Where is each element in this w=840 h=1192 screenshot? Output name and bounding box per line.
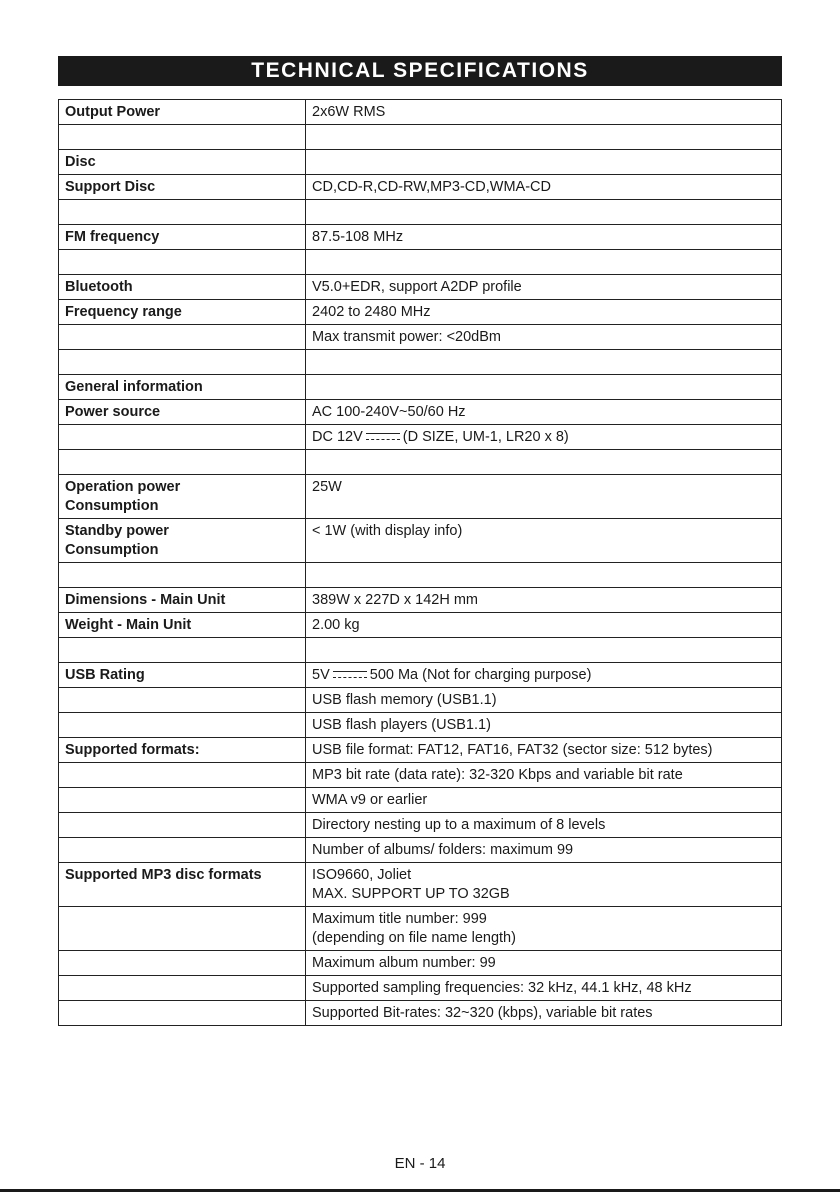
spec-row — [59, 951, 782, 976]
spec-value — [306, 663, 782, 688]
spec-value: Max transmit power: <20dBm — [306, 325, 782, 350]
spec-label: Operation power Consumption — [59, 475, 306, 519]
spec-label: USB Rating — [59, 663, 306, 688]
spec-row — [59, 738, 782, 763]
spec-row — [59, 100, 782, 125]
spec-label — [59, 250, 306, 275]
spec-value: Number of albums/ folders: maximum 99 — [306, 838, 782, 863]
spec-value — [306, 200, 782, 225]
spec-label — [59, 907, 306, 951]
spec-row — [59, 813, 782, 838]
spec-value: 2402 to 2480 MHz — [306, 300, 782, 325]
spec-row — [59, 125, 782, 150]
spec-label: General information — [59, 375, 306, 400]
spec-row — [59, 638, 782, 663]
spec-label: FM frequency — [59, 225, 306, 250]
spec-label: Standby power Consumption — [59, 519, 306, 563]
spec-label: Supported MP3 disc formats — [59, 863, 306, 907]
spec-value: < 1W (with display info) — [306, 519, 782, 563]
spec-label: Bluetooth — [59, 275, 306, 300]
spec-row — [59, 425, 782, 450]
spec-value: USB file format: FAT12, FAT16, FAT32 (sector size: 512 bytes) — [306, 738, 782, 763]
spec-value-text-after: 500 Ma (Not for charging purpose) — [369, 667, 592, 683]
spec-value-text: 5V — [312, 667, 330, 683]
spec-row — [59, 375, 782, 400]
spec-row — [59, 150, 782, 175]
spec-row — [59, 863, 782, 907]
spec-row — [59, 1001, 782, 1026]
spec-table-body — [59, 100, 782, 1026]
spec-value — [306, 425, 782, 450]
spec-row — [59, 225, 782, 250]
spec-value: 389W x 227D x 142H mm — [306, 588, 782, 613]
spec-label: Weight - Main Unit — [59, 613, 306, 638]
spec-label — [59, 200, 306, 225]
spec-label — [59, 788, 306, 813]
spec-row — [59, 519, 782, 563]
spec-value: Maximum album number: 99 — [306, 951, 782, 976]
spec-value: 2x6W RMS — [306, 100, 782, 125]
spec-label: Supported formats: — [59, 738, 306, 763]
spec-row — [59, 563, 782, 588]
spec-row — [59, 763, 782, 788]
spec-row — [59, 200, 782, 225]
spec-row — [59, 688, 782, 713]
spec-label — [59, 813, 306, 838]
spec-row — [59, 400, 782, 425]
spec-label: Power source — [59, 400, 306, 425]
spec-value — [306, 450, 782, 475]
spec-value: Supported Bit-rates: 32~320 (kbps), variable bit rates — [306, 1001, 782, 1026]
spec-label — [59, 688, 306, 713]
spec-label — [59, 563, 306, 588]
spec-row — [59, 976, 782, 1001]
spec-label — [59, 976, 306, 1001]
spec-label — [59, 763, 306, 788]
spec-value — [306, 375, 782, 400]
spec-value — [306, 250, 782, 275]
spec-value — [306, 350, 782, 375]
spec-value: AC 100-240V~50/60 Hz — [306, 400, 782, 425]
spec-label — [59, 951, 306, 976]
page-title: TECHNICAL SPECIFICATIONS — [58, 56, 782, 86]
spec-row — [59, 175, 782, 200]
spec-row — [59, 275, 782, 300]
spec-label: Frequency range — [59, 300, 306, 325]
spec-value: 2.00 kg — [306, 613, 782, 638]
spec-value-text: DC 12V — [312, 429, 363, 445]
spec-value: ISO9660, Joliet MAX. SUPPORT UP TO 32GB — [306, 863, 782, 907]
spec-label — [59, 638, 306, 663]
spec-label — [59, 350, 306, 375]
spec-value — [306, 638, 782, 663]
spec-row — [59, 838, 782, 863]
spec-row — [59, 300, 782, 325]
spec-value-text-after: (D SIZE, UM-1, LR20 x 8) — [402, 429, 569, 445]
spec-label: Dimensions - Main Unit — [59, 588, 306, 613]
spec-value — [306, 150, 782, 175]
spec-label — [59, 838, 306, 863]
spec-row — [59, 450, 782, 475]
spec-label — [59, 325, 306, 350]
page-number: EN - 14 — [394, 1155, 446, 1172]
spec-label: Support Disc — [59, 175, 306, 200]
spec-value: 87.5-108 MHz — [306, 225, 782, 250]
spec-value: CD,CD-R,CD-RW,MP3-CD,WMA-CD — [306, 175, 782, 200]
spec-value: USB flash memory (USB1.1) — [306, 688, 782, 713]
spec-value — [306, 125, 782, 150]
spec-row — [59, 325, 782, 350]
spec-value: V5.0+EDR, support A2DP profile — [306, 275, 782, 300]
spec-value: Maximum title number: 999 (depending on file name length) — [306, 907, 782, 951]
spec-label — [59, 450, 306, 475]
dc-symbol-icon — [366, 431, 400, 443]
spec-label — [59, 125, 306, 150]
spec-row — [59, 475, 782, 519]
spec-value: MP3 bit rate (data rate): 32-320 Kbps and variable bit rate — [306, 763, 782, 788]
spec-row — [59, 713, 782, 738]
spec-row — [59, 588, 782, 613]
spec-value: WMA v9 or earlier — [306, 788, 782, 813]
spec-row — [59, 250, 782, 275]
spec-value: USB flash players (USB1.1) — [306, 713, 782, 738]
spec-label — [59, 713, 306, 738]
spec-row — [59, 907, 782, 951]
spec-row — [59, 663, 782, 688]
spec-row — [59, 788, 782, 813]
spec-row — [59, 613, 782, 638]
spec-label — [59, 425, 306, 450]
spec-row — [59, 350, 782, 375]
spec-value: Supported sampling frequencies: 32 kHz, 44.1 kHz, 48 kHz — [306, 976, 782, 1001]
dc-symbol-icon — [333, 669, 367, 681]
spec-value: 25W — [306, 475, 782, 519]
spec-value: Directory nesting up to a maximum of 8 levels — [306, 813, 782, 838]
spec-label: Output Power — [59, 100, 306, 125]
spec-label: Disc — [59, 150, 306, 175]
spec-label — [59, 1001, 306, 1026]
spec-value — [306, 563, 782, 588]
spec-table — [58, 99, 782, 1026]
